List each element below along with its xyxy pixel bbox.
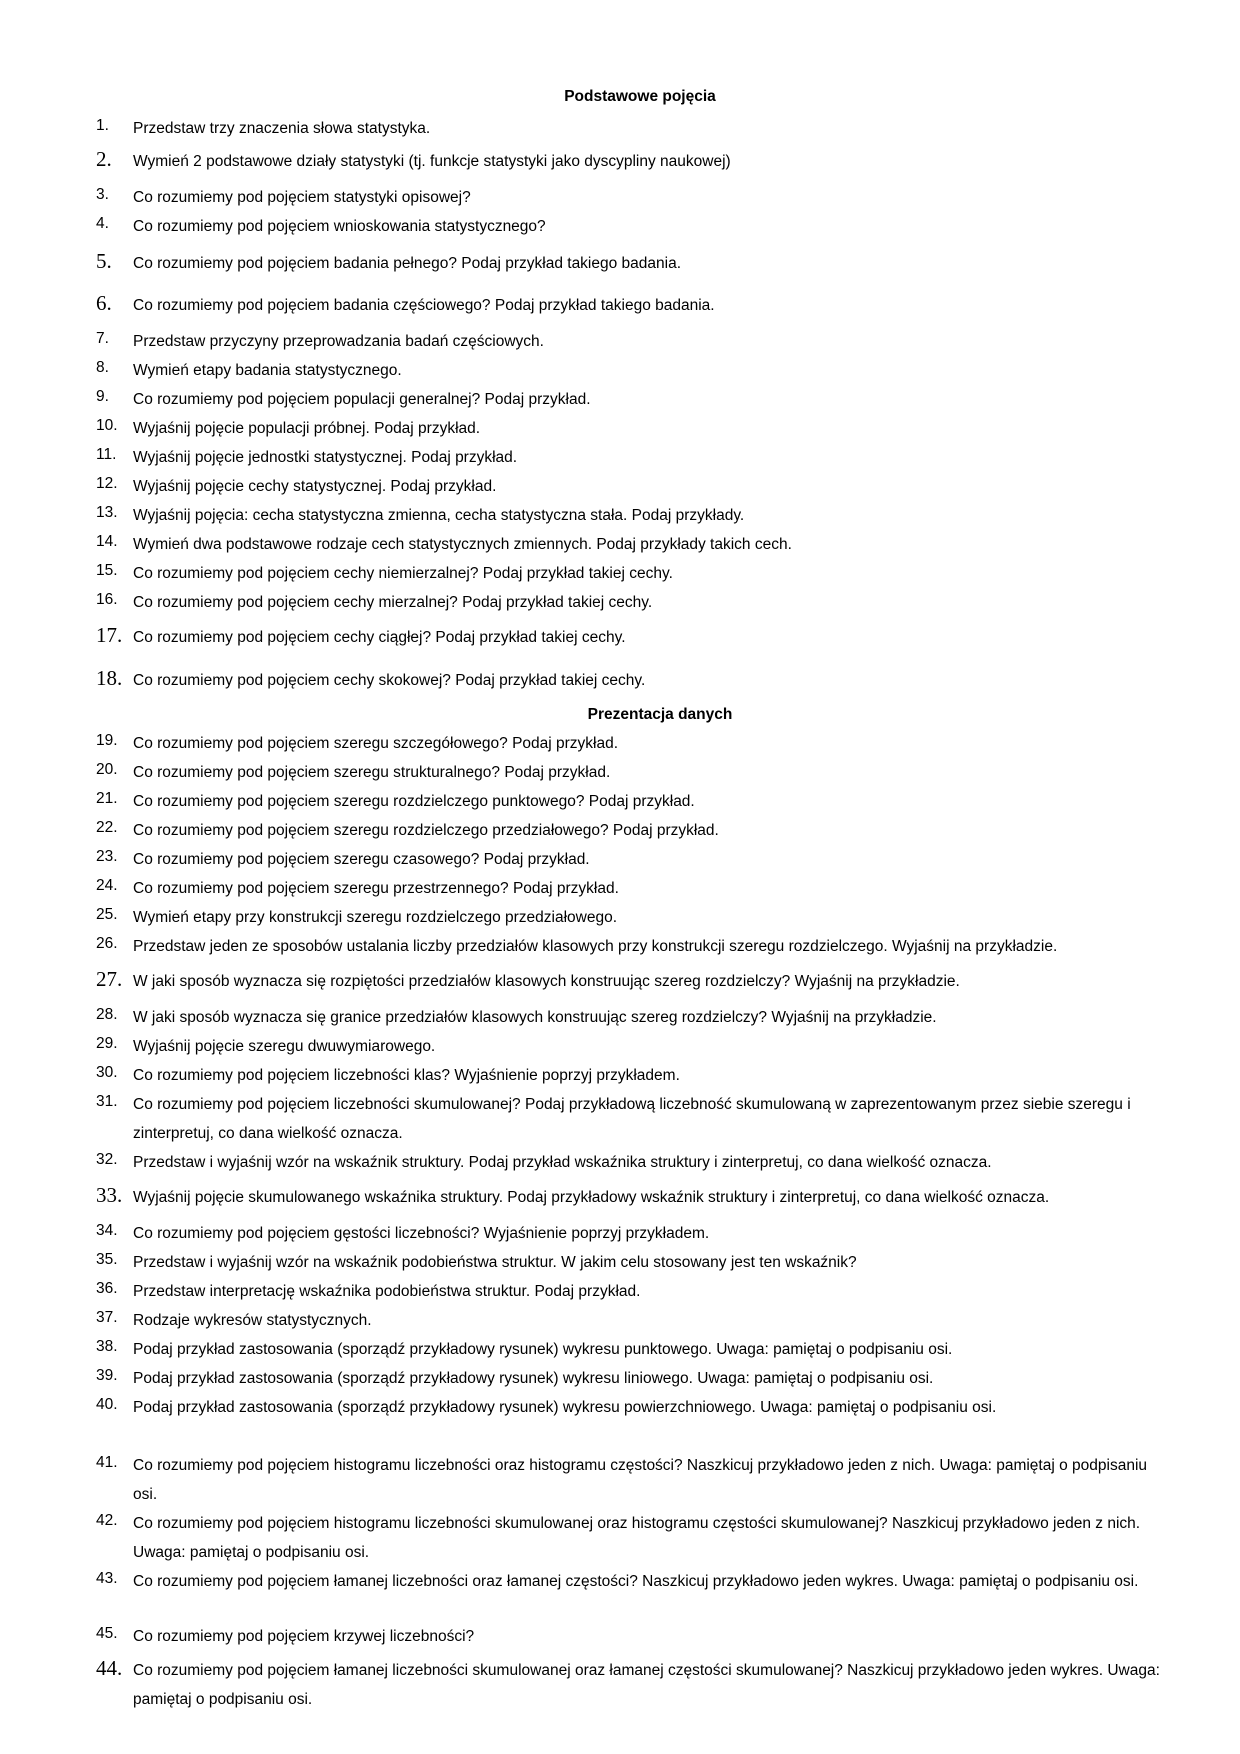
question-number: 30. xyxy=(96,1064,118,1081)
question-text: Podaj przykład zastosowania (sporządź przykładowy rysunek) wykresu liniowego. Uwaga: pamiętaj o podpisaniu osi. xyxy=(133,1370,934,1387)
question-text: Co rozumiemy pod pojęciem szeregu szczegółowego? Podaj przykład. xyxy=(133,735,619,752)
question-text: Co rozumiemy pod pojęciem statystyki opisowej? xyxy=(133,189,471,206)
question-number: 38. xyxy=(96,1338,118,1355)
question-number: 22. xyxy=(96,819,118,836)
question-number: 29. xyxy=(96,1035,118,1052)
question-number: 20. xyxy=(96,761,118,778)
question-text: Co rozumiemy pod pojęciem liczebności klas? Wyjaśnienie poprzyj przykładem. xyxy=(133,1067,680,1084)
question-text: Co rozumiemy pod pojęciem wnioskowania statystycznego? xyxy=(133,218,546,235)
question-number: 42. xyxy=(96,1512,118,1529)
question-number: 36. xyxy=(96,1280,118,1297)
question-text: Wymień 2 podstawowe działy statystyki (tj. funkcje statystyki jako dyscypliny naukowej) xyxy=(133,153,731,170)
question-number: 11. xyxy=(96,446,117,463)
question-number: 10. xyxy=(96,417,118,434)
question-text: Co rozumiemy pod pojęciem cechy ciągłej? Podaj przykład takiej cechy. xyxy=(133,629,626,646)
question-number: 40. xyxy=(96,1396,118,1413)
question-number: 16. xyxy=(96,591,118,608)
question-number: 23. xyxy=(96,848,118,865)
question-text: Podaj przykład zastosowania (sporządź przykładowy rysunek) wykresu powierzchniowego. Uwaga: pamiętaj o podpisaniu osi. xyxy=(133,1399,997,1416)
question-text: Co rozumiemy pod pojęciem łamanej liczebności skumulowanej oraz łamanej częstości skumulowanej? Naszkicuj przykładowo jeden wykres. Uwaga: pamiętaj o podpisaniu osi. xyxy=(133,1662,1160,1708)
question-number: 21. xyxy=(96,790,118,807)
question-text: Co rozumiemy pod pojęciem histogramu liczebności skumulowanej oraz histogramu częstości skumulowanej? Naszkicuj przykładowo jeden z nich. Uwaga: pamiętaj o podpisaniu osi. xyxy=(133,1515,1141,1561)
question-text: Przedstaw interpretację wskaźnika podobieństwa struktur. Podaj przykład. xyxy=(133,1283,641,1300)
question-text: Co rozumiemy pod pojęciem łamanej liczebności oraz łamanej częstości? Naszkicuj przykładowo jeden wykres. Uwaga: pamiętaj o podpisaniu osi. xyxy=(133,1573,1139,1590)
question-number: 14. xyxy=(96,533,118,550)
section-heading-basic-concepts: Podstawowe pojęcia xyxy=(564,88,716,105)
question-text: Wyjaśnij pojęcie populacji próbnej. Podaj przykład. xyxy=(133,420,481,437)
question-number: 8. xyxy=(96,359,109,376)
question-number: 32. xyxy=(96,1151,118,1168)
question-text: W jaki sposób wyznacza się granice przedziałów klasowych konstruując szereg rozdzielczy? Wyjaśnij na przykładzie. xyxy=(133,1009,937,1026)
question-text: Wyjaśnij pojęcie cechy statystycznej. Podaj przykład. xyxy=(133,478,497,495)
question-text: Przedstaw i wyjaśnij wzór na wskaźnik podobieństwa struktur. W jakim celu stosowany jest ten wskaźnik? xyxy=(133,1254,857,1271)
question-text: Przedstaw przyczyny przeprowadzania badań częściowych. xyxy=(133,333,544,350)
question-text: Co rozumiemy pod pojęciem szeregu strukturalnego? Podaj przykład. xyxy=(133,764,611,781)
question-text: W jaki sposób wyznacza się rozpiętości przedziałów klasowych konstruując szereg rozdzielczy? Wyjaśnij na przykładzie. xyxy=(133,973,960,990)
question-number: 15. xyxy=(96,562,118,579)
question-text: Co rozumiemy pod pojęciem liczebności skumulowanej? Podaj przykładową liczebność skumulowaną w zaprezentowanym przez siebie szeregu i zinterpretuj, co dana wielkość oznacza. xyxy=(133,1096,1131,1142)
question-text: Co rozumiemy pod pojęciem krzywej liczebności? xyxy=(133,1628,475,1645)
question-number: 31. xyxy=(96,1093,118,1110)
question-text: Przedstaw jeden ze sposobów ustalania liczby przedziałów klasowych przy konstrukcji szeregu rozdzielczego. Wyjaśnij na przykładzie. xyxy=(133,938,1058,955)
question-number: 35. xyxy=(96,1251,118,1268)
question-text: Co rozumiemy pod pojęciem cechy mierzalnej? Podaj przykład takiej cechy. xyxy=(133,594,653,611)
question-number: 5. xyxy=(96,249,112,273)
question-text: Wyjaśnij pojęcie skumulowanego wskaźnika struktury. Podaj przykładowy wskaźnik struktury i zinterpretuj, co dana wielkość oznacza. xyxy=(133,1189,1050,1206)
question-number: 3. xyxy=(96,186,109,203)
question-number: 18. xyxy=(96,666,123,690)
question-number: 1. xyxy=(96,117,109,134)
question-text: Co rozumiemy pod pojęciem gęstości liczebności? Wyjaśnienie poprzyj przykładem. xyxy=(133,1225,710,1242)
question-number: 27. xyxy=(96,967,123,991)
question-number: 19. xyxy=(96,732,118,749)
question-text: Wymień etapy przy konstrukcji szeregu rozdzielczego przedziałowego. xyxy=(133,909,618,926)
question-number: 28. xyxy=(96,1006,118,1023)
question-text: Co rozumiemy pod pojęciem szeregu rozdzielczego punktowego? Podaj przykład. xyxy=(133,793,695,810)
question-number: 24. xyxy=(96,877,118,894)
question-number: 33. xyxy=(96,1183,123,1207)
question-number: 6. xyxy=(96,291,112,315)
question-number: 43. xyxy=(96,1570,118,1587)
section-heading-data-presentation: Prezentacja danych xyxy=(587,706,733,723)
question-text: Co rozumiemy pod pojęciem cechy skokowej? Podaj przykład takiej cechy. xyxy=(133,672,646,689)
question-text: Przedstaw i wyjaśnij wzór na wskaźnik struktury. Podaj przykład wskaźnika struktury i zinterpretuj, co dana wielkość oznacza. xyxy=(133,1154,992,1171)
question-number: 25. xyxy=(96,906,118,923)
question-text: Wyjaśnij pojęcie jednostki statystycznej. Podaj przykład. xyxy=(133,449,518,466)
question-text: Co rozumiemy pod pojęciem badania pełnego? Podaj przykład takiego badania. xyxy=(133,255,682,272)
question-number: 17. xyxy=(96,623,123,647)
question-number: 9. xyxy=(96,388,109,405)
question-number: 12. xyxy=(96,475,118,492)
question-number: 13. xyxy=(96,504,118,521)
question-text: Wymień etapy badania statystycznego. xyxy=(133,362,402,379)
question-text: Co rozumiemy pod pojęciem populacji generalnej? Podaj przykład. xyxy=(133,391,591,408)
question-text: Podaj przykład zastosowania (sporządź przykładowy rysunek) wykresu punktowego. Uwaga: pamiętaj o podpisaniu osi. xyxy=(133,1341,953,1358)
question-number: 39. xyxy=(96,1367,118,1384)
question-text: Co rozumiemy pod pojęciem szeregu czasowego? Podaj przykład. xyxy=(133,851,590,868)
question-text: Wyjaśnij pojęcie szeregu dwuwymiarowego. xyxy=(133,1038,436,1055)
question-number: 7. xyxy=(96,330,109,347)
question-number: 45. xyxy=(96,1625,118,1642)
question-number: 37. xyxy=(96,1309,118,1326)
question-number: 41. xyxy=(96,1454,118,1471)
question-text: Przedstaw trzy znaczenia słowa statystyka. xyxy=(133,120,431,137)
question-text: Wymień dwa podstawowe rodzaje cech statystycznych zmiennych. Podaj przykłady takich cech. xyxy=(133,536,792,553)
question-text: Wyjaśnij pojęcia: cecha statystyczna zmienna, cecha statystyczna stała. Podaj przykłady. xyxy=(133,507,745,524)
question-text: Co rozumiemy pod pojęciem szeregu rozdzielczego przedziałowego? Podaj przykład. xyxy=(133,822,719,839)
question-text: Rodzaje wykresów statystycznych. xyxy=(133,1312,372,1329)
question-number: 26. xyxy=(96,935,118,952)
question-number: 2. xyxy=(96,147,112,171)
question-text: Co rozumiemy pod pojęciem badania częściowego? Podaj przykład takiego badania. xyxy=(133,297,715,314)
question-text: Co rozumiemy pod pojęciem cechy niemierzalnej? Podaj przykład takiej cechy. xyxy=(133,565,673,582)
question-text: Co rozumiemy pod pojęciem szeregu przestrzennego? Podaj przykład. xyxy=(133,880,619,897)
question-text: Co rozumiemy pod pojęciem histogramu liczebności oraz histogramu częstości? Naszkicuj przykładowo jeden z nich. Uwaga: pamiętaj o podpisaniu osi. xyxy=(133,1457,1148,1503)
question-number: 44. xyxy=(96,1656,123,1680)
question-number: 34. xyxy=(96,1222,118,1239)
question-number: 4. xyxy=(96,215,109,232)
